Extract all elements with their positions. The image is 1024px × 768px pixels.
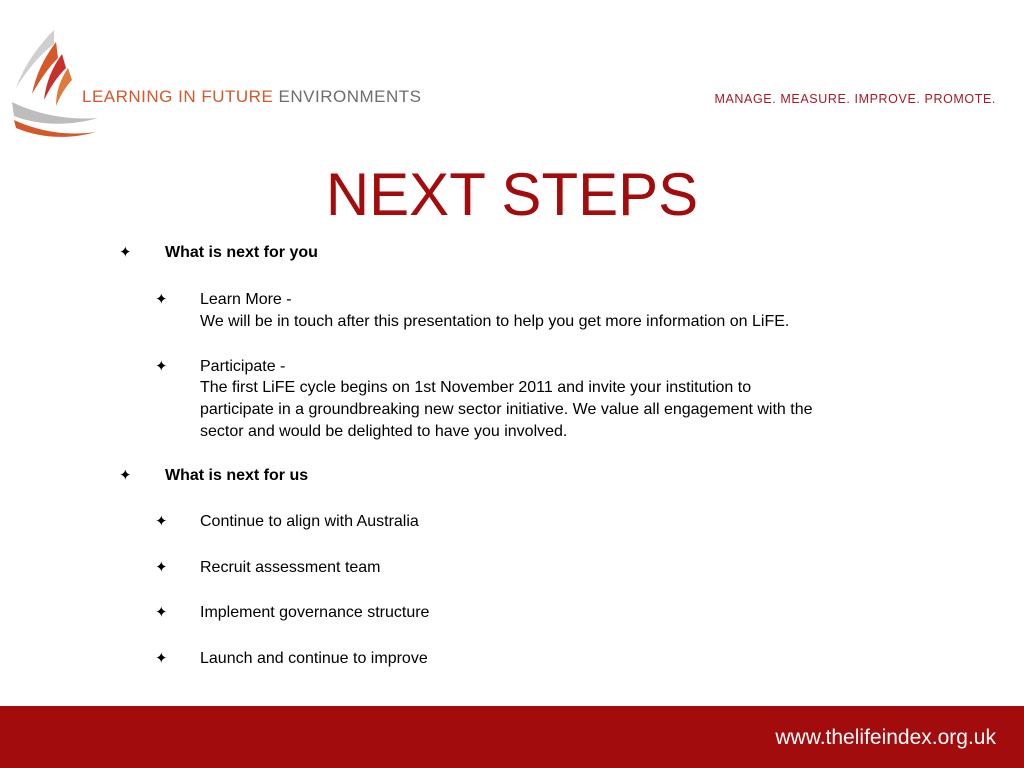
list-item-text: sector and would be delighted to have you involved. [200, 423, 568, 440]
bullet-icon: ✦ [119, 244, 132, 261]
list-item-text: participate in a groundbreaking new sector initiative. We value all engagement with the [200, 401, 813, 418]
bullet-icon: ✦ [155, 604, 168, 621]
brand-name-part-2: FUTURE [201, 87, 279, 106]
brand-name [82, 87, 422, 107]
life-logo-icon [10, 24, 100, 140]
brand-name-part-3: ENVIRONMENTS [278, 87, 422, 106]
bullet-icon: ✦ [155, 291, 168, 308]
bullet-icon: ✦ [155, 358, 168, 375]
brand-name-part-1: LEARNING IN [82, 87, 202, 106]
list-item: Recruit assessment team [200, 559, 381, 576]
list-item: Continue to align with Australia [200, 513, 419, 530]
tagline: MANAGE. MEASURE. IMPROVE. PROMOTE. [714, 92, 996, 106]
list-item-label: Participate - [200, 358, 286, 375]
footer-bar [0, 706, 1024, 768]
bullet-icon: ✦ [119, 467, 132, 484]
list-item: Launch and continue to improve [200, 650, 428, 667]
slide-title: NEXT STEPS [325, 161, 699, 228]
list-item-text: The first LiFE cycle begins on 1st November 2011 and invite your institution to [200, 379, 752, 396]
list-item-text: We will be in touch after this presentation to help you get more information on LiFE. [200, 313, 790, 330]
section-heading: What is next for us [165, 467, 309, 484]
bullet-icon: ✦ [155, 559, 168, 576]
list-item: Implement governance structure [200, 604, 430, 621]
bullet-icon: ✦ [155, 513, 168, 530]
section-heading: What is next for you [165, 244, 318, 261]
bullet-icon: ✦ [155, 650, 168, 667]
list-item-label: Learn More - [200, 291, 292, 308]
footer-url-link[interactable]: www.thelifeindex.org.uk [775, 726, 996, 749]
